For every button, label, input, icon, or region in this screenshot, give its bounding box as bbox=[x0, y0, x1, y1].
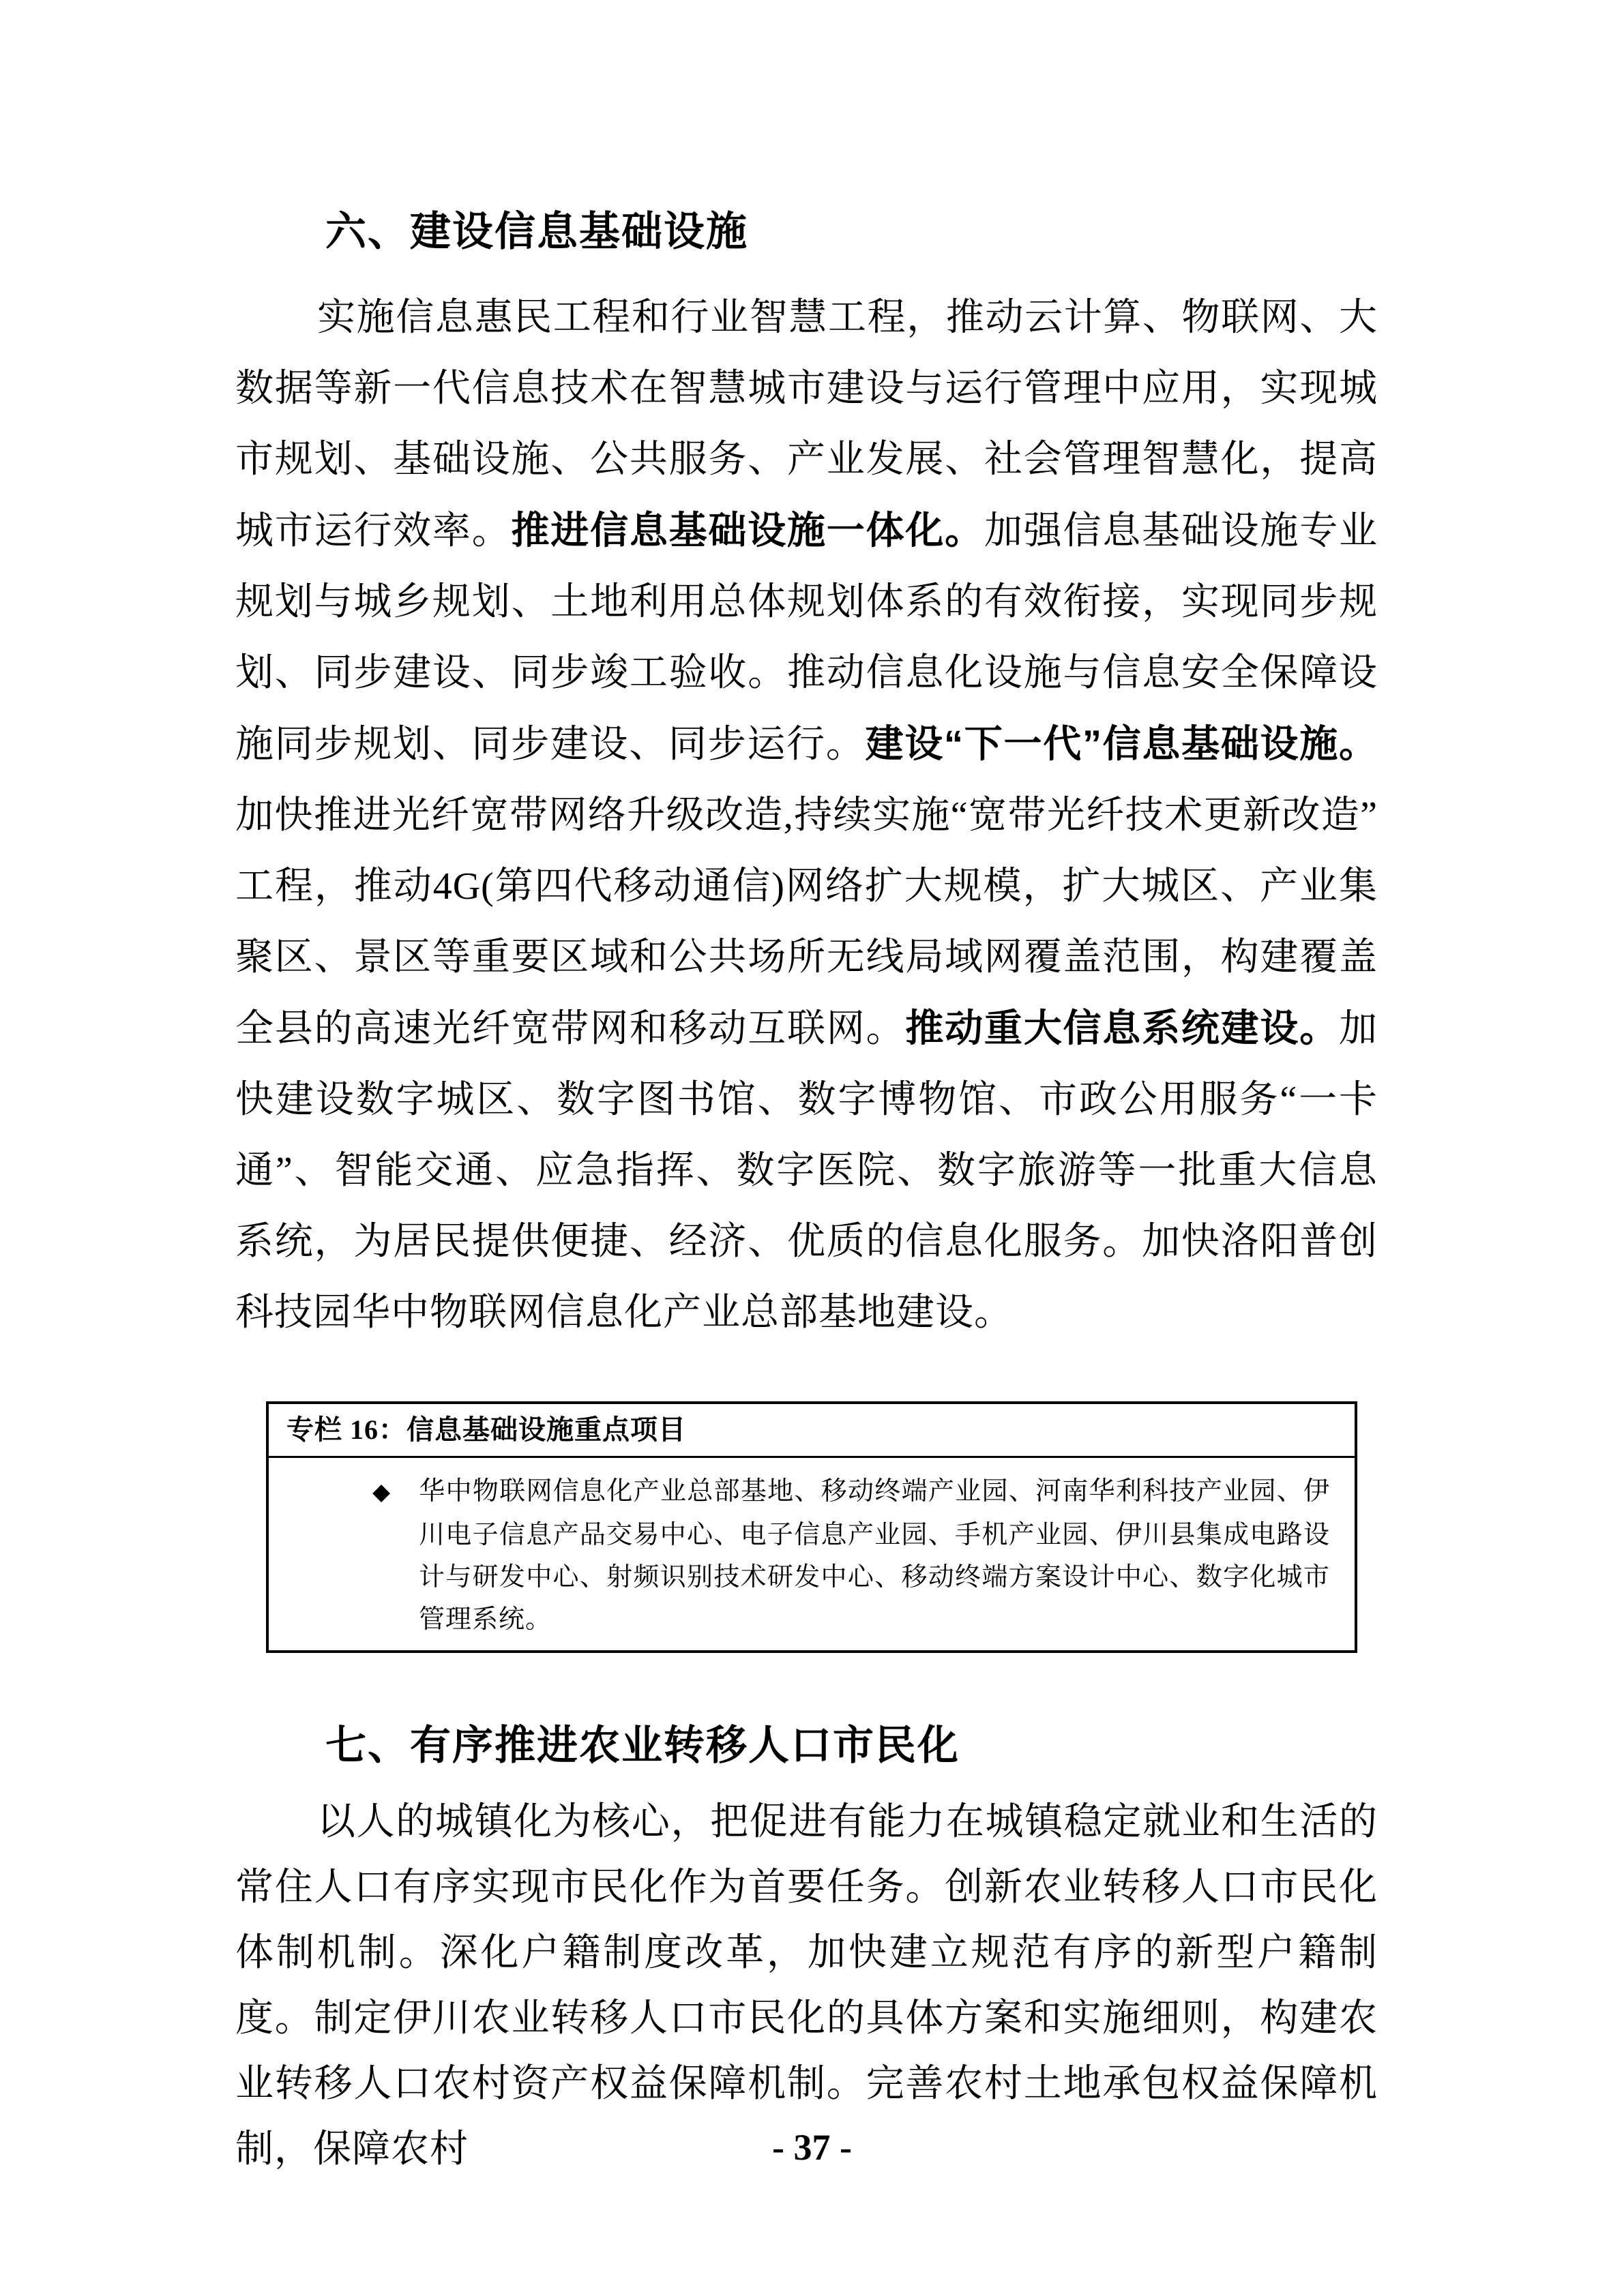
diamond-bullet-icon: ◆ bbox=[372, 1480, 392, 1505]
section-7-paragraph bbox=[235, 1789, 1378, 2182]
section-6-heading: 六、建设信息基础设施 bbox=[325, 209, 748, 254]
highlight-box-body bbox=[269, 1458, 1355, 1650]
text-run: 加快推进光纤宽带网络升级改造,持续实施“宽带光纤技术更新改造”工程，推动4G(第四代移动通信)网络扩大规模，扩大城区、产业集聚区、景区等重要区域和公共场所无线局域网覆盖范围，构建覆盖全县的高速光纤宽带网和移动互联网。 bbox=[235, 794, 1378, 1050]
text-run: 加快建设数字城区、数字图书馆、数字博物馆、市政公用服务“一卡通”、智能交通、应急指挥、数字医院、数字旅游等一批重大信息系统，为居民提供便捷、经济、优质的信息化服务。加快洛阳普创科技园华中物联网信息化产业总部基地建设。 bbox=[235, 1008, 1378, 1334]
box-list-item bbox=[269, 1470, 1330, 1641]
highlight-box-column-16 bbox=[266, 1401, 1357, 1653]
section-7-heading: 七、有序推进农业转移人口市民化 bbox=[325, 1723, 960, 1768]
text-run: 以人的城镇化为核心，把促进有能力在城镇稳定就业和生活的常住人口有序实现市民化作为首要任务。创新农业转移人口市民化体制机制。深化户籍制度改革，加快建立规范有序的新型户籍制度。制定伊川农业转移人口市民化的具体方案和实施细则，构建农业转移人口农村资产权益保障机制。完善农村土地承包权益保障机制，保障农村 bbox=[235, 1801, 1378, 2171]
text-run-bold: 推进信息基础设施一体化。 bbox=[511, 509, 984, 552]
section-6-paragraph bbox=[235, 282, 1378, 1348]
text-run-bold: 建设“下一代”信息基础设施。 bbox=[865, 722, 1378, 765]
page-number: - 37 - bbox=[772, 2127, 852, 2168]
highlight-box-title: 专栏 16：信息基础设施重点项目 bbox=[269, 1404, 1355, 1458]
text-run: 实施信息惠民工程和行业智慧工程，推动云计算、物联网、大数据等新一代信息技术在智慧城市建设与运行管理中应用，实现城市规划、基础设施、公共服务、产业发展、社会管理智慧化，提高城市运行效率。 bbox=[235, 297, 1378, 552]
page-content bbox=[235, 205, 1378, 2182]
text-run: 加强信息基础设施专业规划与城乡规划、土地利用总体规划体系的有效衔接，实现同步规划、同步建设、同步竣工验收。推动信息化设施与信息安全保障设施同步规划、同步建设、同步运行。 bbox=[235, 510, 1378, 766]
box-item-text: 华中物联网信息化产业总部基地、移动终端产业园、河南华利科技产业园、伊川电子信息产品交易中心、电子信息产业园、手机产业园、伊川县集成电路设计与研发中心、射频识别技术研发中心、移动终端方案设计中心、数字化城市管理系统。 bbox=[419, 1477, 1330, 1634]
text-run-bold: 推动重大信息系统建设。 bbox=[905, 1007, 1340, 1049]
